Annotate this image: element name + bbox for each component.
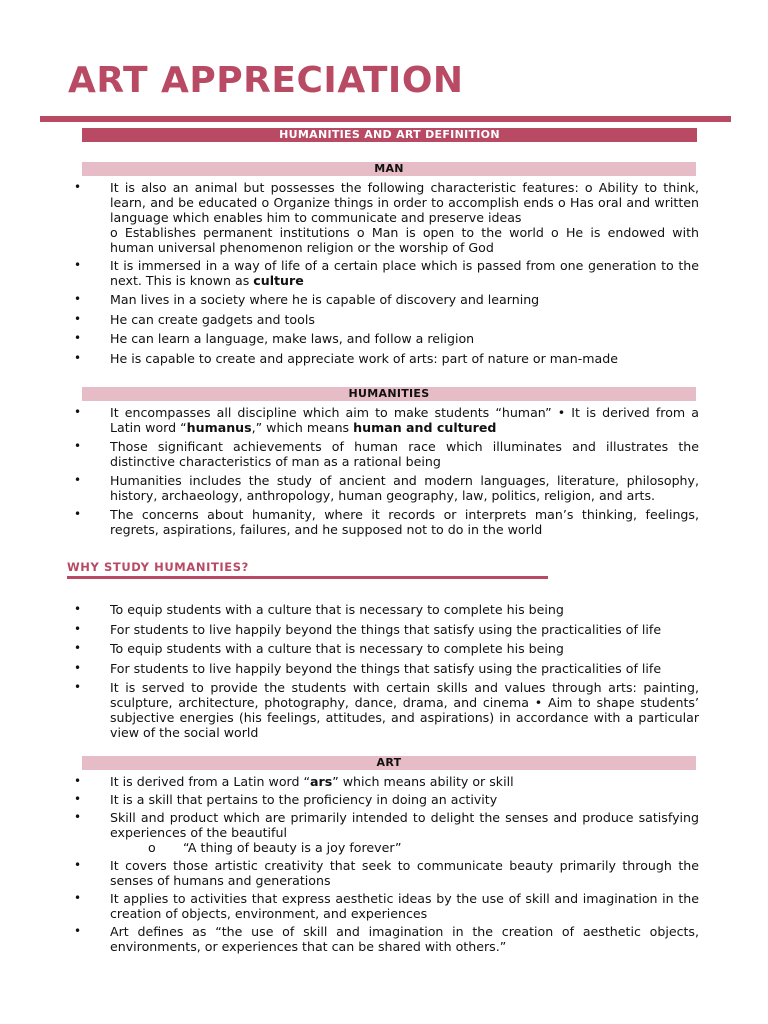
list-item bbox=[0, 680, 699, 740]
humanities-list bbox=[0, 405, 768, 537]
list-item bbox=[0, 507, 699, 537]
list-item bbox=[0, 774, 699, 789]
list-item bbox=[0, 622, 699, 637]
list-item-text: For students to live happily beyond the things that satisfy using the practicalities of life bbox=[110, 621, 662, 637]
list-item bbox=[0, 439, 699, 469]
list-item bbox=[0, 641, 699, 656]
list-item-text: He can create gadgets and tools bbox=[110, 311, 315, 327]
list-item bbox=[0, 258, 699, 288]
list-item-text: For students to live happily beyond the things that satisfy using the practicalities of life bbox=[110, 660, 662, 676]
art-list bbox=[0, 774, 768, 954]
list-item-text: Humanities includes the study of ancient and modern languages, literature, philosophy, history, archaeology, anthropology, human geography, law, politics, religion, and arts. bbox=[110, 473, 699, 503]
list-item-text: ” which means ability or skill bbox=[332, 774, 514, 789]
emphasis-culture: culture bbox=[253, 273, 304, 288]
list-item-text: It is also an animal but possesses the following characteristic features: o Ability to think, learn, and be educated o Organize things in order to accomplish ends o Has oral and written language which enables him to communicate and preserve ideas bbox=[110, 180, 699, 225]
sub-bullet-marker: o bbox=[148, 840, 156, 855]
list-item bbox=[0, 351, 699, 366]
list-item-text: ,” which means bbox=[251, 420, 354, 435]
list-item bbox=[0, 312, 699, 327]
list-item-text: Those significant achievements of human race which illuminates and illustrates the distinctive characteristics of man as a rational being bbox=[110, 439, 699, 469]
emphasis-human-and-cultured: human and cultured bbox=[353, 420, 497, 435]
man-list bbox=[0, 180, 768, 366]
list-item-text: It applies to activities that express aesthetic ideas by the use of skill and imagination in the creation of objects, environment, and experiences bbox=[110, 891, 699, 921]
sub-list-item bbox=[0, 840, 768, 855]
list-item bbox=[0, 924, 699, 954]
list-item bbox=[0, 792, 699, 807]
list-item bbox=[0, 661, 699, 676]
list-item-text: To equip students with a culture that is necessary to complete his being bbox=[110, 641, 564, 656]
list-item bbox=[0, 292, 699, 307]
header-band: HUMANITIES AND ART DEFINITION bbox=[82, 128, 697, 142]
list-item bbox=[0, 405, 699, 435]
list-item bbox=[0, 180, 699, 225]
list-item bbox=[0, 602, 699, 617]
list-item-text: To equip students with a culture that is necessary to complete his being bbox=[110, 602, 564, 617]
list-item-text: It encompasses all discipline which aim to make students “human” • It is derived from a Latin word “ bbox=[110, 405, 699, 435]
list-item-text: He is capable to create and appreciate work of arts: part of nature or man-made bbox=[110, 350, 619, 366]
list-item bbox=[0, 858, 699, 888]
list-item-text: Art defines as “the use of skill and imagination in the creation of aesthetic objects, environments, or experiences that can be shared with others.” bbox=[110, 924, 699, 954]
list-item-text: It is a skill that pertains to the proficiency in doing an activity bbox=[110, 792, 498, 807]
list-item bbox=[0, 331, 699, 346]
section-divider bbox=[67, 576, 548, 579]
section-heading-man: MAN bbox=[82, 162, 696, 176]
list-item-text: It is immersed in a way of life of a certain place which is passed from one generation to the next. This is known as bbox=[110, 258, 699, 288]
emphasis-humanus: humanus bbox=[186, 420, 252, 435]
title-divider bbox=[40, 116, 731, 122]
list-item bbox=[0, 225, 699, 255]
list-item bbox=[0, 891, 699, 921]
list-item-text: It covers those artistic creativity that seek to communicate beauty primarily through the senses of humans and generations bbox=[110, 858, 699, 888]
list-item-text: It is served to provide the students with certain skills and values through arts: painting, sculpture, architecture, photography, dance, drama, and cinema • Aim to shape students’ subjective energies (his feelings, attitudes, and aspirations) in accordance with a particular view of the social world bbox=[110, 680, 699, 740]
list-item-text: The concerns about humanity, where it records or interprets man’s thinking, feelings, regrets, aspirations, failures, and he supposed not to do in the world bbox=[110, 507, 699, 537]
page-title: ART APPRECIATION bbox=[68, 60, 464, 101]
emphasis-ars: ars bbox=[310, 774, 333, 789]
section-heading-why-study: WHY STUDY HUMANITIES? bbox=[67, 560, 249, 574]
quote-text: “A thing of beauty is a joy forever” bbox=[183, 840, 402, 855]
list-item-text: It is derived from a Latin word “ bbox=[110, 774, 311, 789]
list-item-text: o Establishes permanent institutions o Man is open to the world o He is endowed with human universal phenomenon religion or the worship of God bbox=[110, 225, 699, 255]
list-item-text: Skill and product which are primarily intended to delight the senses and produce satisfying experiences of the beautiful bbox=[110, 810, 699, 840]
why-list bbox=[0, 602, 768, 740]
list-item-text: He can learn a language, make laws, and follow a religion bbox=[110, 331, 475, 346]
list-item bbox=[0, 473, 699, 503]
section-heading-humanities: HUMANITIES bbox=[82, 387, 696, 401]
list-item-text: Man lives in a society where he is capable of discovery and learning bbox=[110, 292, 540, 307]
section-heading-art: ART bbox=[82, 756, 696, 770]
list-item bbox=[0, 810, 699, 840]
